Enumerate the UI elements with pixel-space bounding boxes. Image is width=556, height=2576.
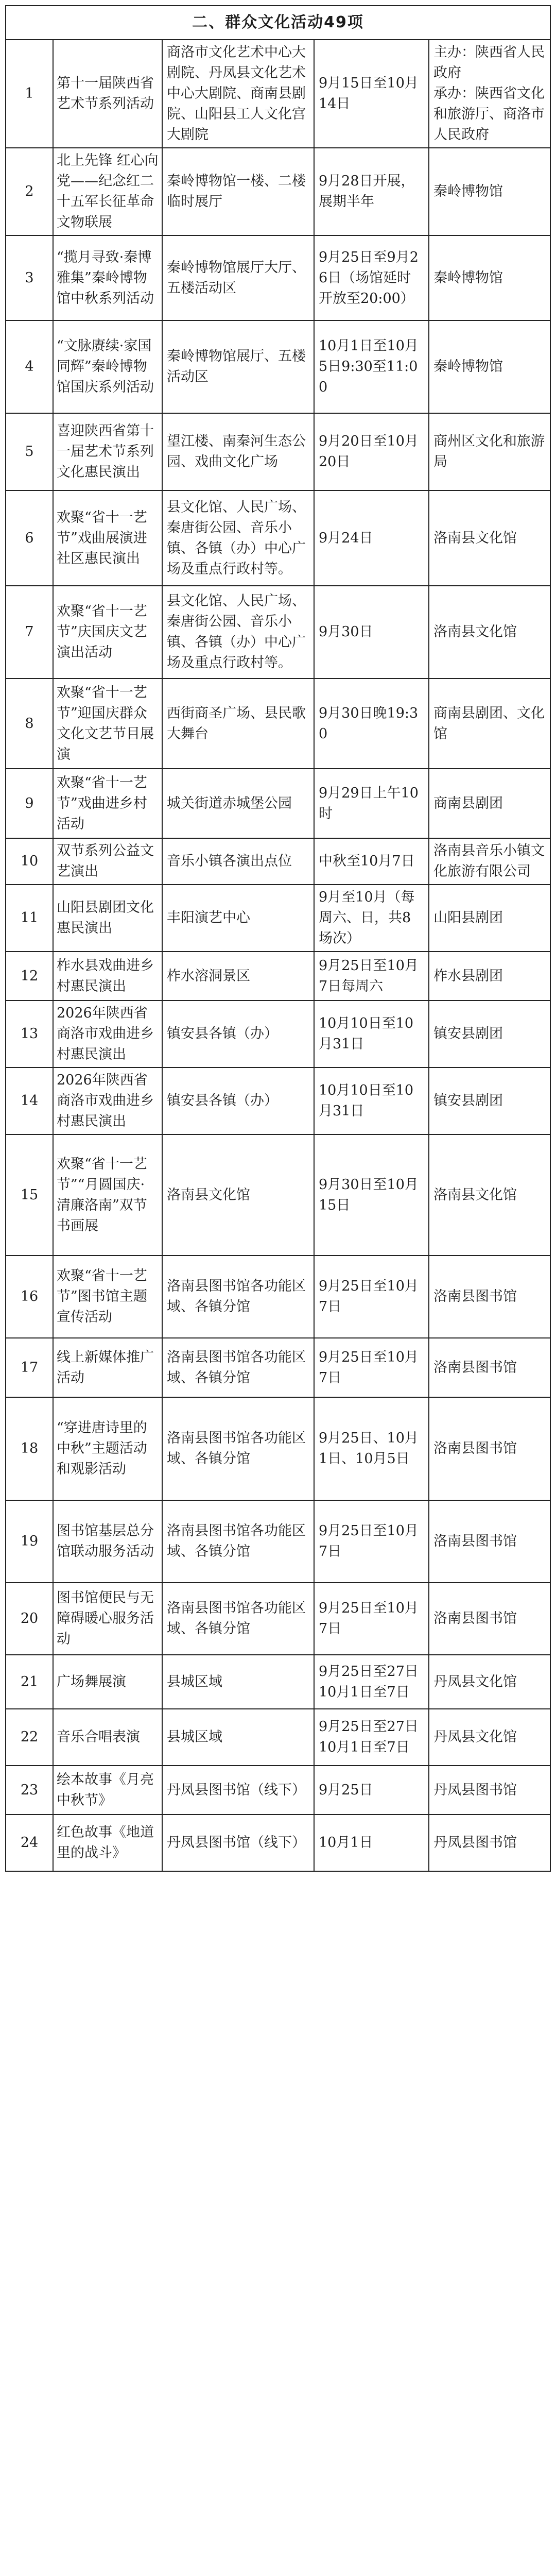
row-number: 15 [20, 1187, 39, 1203]
activity-venue-cell [162, 148, 314, 235]
table-row [6, 952, 550, 1001]
activity-time-cell [314, 1815, 429, 1871]
activity-name-cell [53, 1766, 162, 1815]
activity-name-cell [53, 148, 162, 235]
activity-name: 北上先锋 红心向党——纪念红二十五军长征革命文物联展 [57, 152, 159, 230]
activity-venue: 秦岭博物馆展厅、五楼活动区 [167, 348, 306, 385]
activity-venue: 秦岭博物馆展厅大厅、五楼活动区 [167, 259, 306, 296]
activity-organizer-cell [429, 1001, 550, 1067]
activity-venue: 洛南县图书馆各功能区域、各镇分馆 [167, 1430, 306, 1467]
activity-organizer: 洛南县图书馆 [433, 1533, 517, 1549]
activity-venue-cell [162, 1500, 314, 1583]
activity-organizer: 商州区文化和旅游局 [433, 433, 545, 470]
activity-name-cell [53, 413, 162, 490]
activity-time-cell [314, 40, 429, 148]
row-number: 24 [20, 1835, 39, 1851]
table-row [6, 413, 550, 490]
activity-venue-cell [162, 1134, 314, 1256]
activity-time-cell [314, 885, 429, 952]
table-row [6, 1655, 550, 1709]
activity-organizer-cell [429, 679, 550, 769]
activity-time-cell [314, 769, 429, 838]
activity-time: 9月30日 [319, 624, 373, 640]
activity-venue-cell [162, 1583, 314, 1655]
activity-time: 9月29日上午10时 [319, 785, 419, 822]
activity-organizer-cell [429, 490, 550, 586]
activity-name: 欢聚“省十一艺节”庆国庆文艺演出活动 [57, 603, 147, 660]
row-number: 12 [20, 968, 39, 984]
activity-organizer: 秦岭博物馆 [433, 183, 503, 199]
row-number-cell [6, 490, 53, 586]
activity-name-cell [53, 490, 162, 586]
table-row [6, 40, 550, 148]
row-number-cell [6, 1256, 53, 1338]
activity-name-cell [53, 1338, 162, 1397]
activity-organizer-cell [429, 1134, 550, 1256]
activity-time: 9月25日至27日 10月1日至7日 [319, 1663, 419, 1700]
row-number-cell [6, 320, 53, 413]
activity-venue: 丹凤县图书馆（线下） [167, 1782, 306, 1798]
activity-organizer-cell [429, 952, 550, 1001]
activity-organizer-cell [429, 1256, 550, 1338]
activity-organizer-cell [429, 885, 550, 952]
activity-venue-cell [162, 1397, 314, 1500]
table-row [6, 838, 550, 885]
activity-time: 9月24日 [319, 530, 373, 546]
activity-name: 2026年陕西省商洛市戏曲进乡村惠民演出 [57, 1005, 154, 1062]
row-number-cell [6, 769, 53, 838]
activity-time-cell [314, 490, 429, 586]
activity-name-cell [53, 1397, 162, 1500]
activity-name: 山阳县剧团文化惠民演出 [57, 900, 154, 936]
table-row [6, 1001, 550, 1067]
row-number-cell [6, 952, 53, 1001]
activity-organizer: 洛南县图书馆 [433, 1359, 517, 1376]
activity-name: 红色故事《地道里的战斗》 [57, 1824, 154, 1861]
activity-name: 喜迎陕西省第十一届艺术节系列文化惠民演出 [57, 423, 154, 480]
activity-venue: 秦岭博物馆一楼、二楼临时展厅 [167, 173, 306, 210]
row-number: 22 [20, 1729, 39, 1745]
activity-time: 10月1日至10月5日9:30至11:00 [319, 338, 419, 395]
activity-organizer-cell [429, 1397, 550, 1500]
activity-time: 中秋至10月7日 [319, 853, 415, 869]
activity-venue: 望江楼、南秦河生态公园、戏曲文化广场 [167, 433, 306, 470]
activity-time: 9月28日开展，展期半年 [319, 173, 415, 210]
activity-venue: 镇安县各镇（办） [167, 1026, 278, 1042]
activity-time: 9月25日、10月1日、10月5日 [319, 1430, 419, 1467]
table-row [6, 1815, 550, 1871]
activity-time: 9月25日至10月7日 [319, 1349, 419, 1386]
activity-time-cell [314, 1709, 429, 1766]
activity-time-cell [314, 1338, 429, 1397]
row-number: 23 [20, 1782, 39, 1798]
table-row [6, 586, 550, 679]
activity-time: 9月25日至10月7日每周六 [319, 957, 419, 994]
table-row [6, 1134, 550, 1256]
activity-organizer-cell [429, 838, 550, 885]
activity-venue-cell [162, 1766, 314, 1815]
activity-venue: 洛南县文化馆 [167, 1187, 250, 1203]
activity-name-cell [53, 1256, 162, 1338]
activity-organizer: 丹凤县文化馆 [433, 1673, 517, 1690]
activity-name: 欢聚“省十一艺节”戏曲进乡村活动 [57, 774, 147, 832]
activity-name-cell [53, 1815, 162, 1871]
activity-name: 第十一届陕西省艺术节系列活动 [57, 75, 154, 112]
activity-name-cell [53, 1500, 162, 1583]
activity-organizer: 秦岭博物馆 [433, 269, 503, 286]
row-number-cell [6, 1134, 53, 1256]
activity-venue-cell [162, 1655, 314, 1709]
row-number: 11 [20, 910, 39, 926]
activity-time: 9月25日至10月7日 [319, 1278, 419, 1315]
activity-name: 音乐合唱表演 [57, 1729, 140, 1745]
activity-name: 广场舞展演 [57, 1673, 126, 1690]
activity-organizer: 洛南县文化馆 [433, 1187, 517, 1203]
activity-venue: 镇安县各镇（办） [167, 1093, 278, 1109]
activity-name: 欢聚“省十一艺节”迎国庆群众文化文艺节目展演 [57, 684, 154, 762]
table-row [6, 148, 550, 235]
activity-time: 9月25日至10月7日 [319, 1600, 419, 1637]
row-number-cell [6, 235, 53, 320]
activity-organizer-cell [429, 320, 550, 413]
activity-organizer-cell [429, 1655, 550, 1709]
row-number: 10 [20, 853, 39, 869]
activity-time: 9月至10月（每周六、日，共8场次） [319, 889, 415, 946]
row-number-cell [6, 1397, 53, 1500]
activity-name: 双节系列公益文艺演出 [57, 843, 154, 879]
activity-time: 9月30日晚19:30 [319, 705, 419, 742]
activity-time-cell [314, 679, 429, 769]
row-number: 14 [20, 1093, 39, 1109]
activity-time: 9月25日 [319, 1782, 373, 1798]
activity-organizer: 商南县剧团 [433, 795, 503, 811]
row-number: 4 [25, 359, 34, 375]
row-number-cell [6, 1500, 53, 1583]
row-number-cell [6, 679, 53, 769]
activity-organizer: 洛南县音乐小镇文化旅游有限公司 [433, 843, 545, 879]
row-number: 6 [25, 530, 34, 546]
activity-time-cell [314, 235, 429, 320]
activity-time-cell [314, 1001, 429, 1067]
row-number: 17 [20, 1359, 39, 1376]
activity-name: 线上新媒体推广活动 [57, 1349, 154, 1386]
row-number-cell [6, 1067, 53, 1134]
activity-time-cell [314, 1766, 429, 1815]
activity-time: 9月25日至10月7日 [319, 1523, 419, 1560]
activity-venue: 县文化馆、人民广场、秦唐街公园、音乐小镇、各镇（办）中心广场及重点行政村等。 [167, 499, 306, 577]
table-row [6, 1397, 550, 1500]
row-number: 3 [25, 269, 34, 286]
activity-venue-cell [162, 1067, 314, 1134]
row-number: 20 [20, 1611, 39, 1626]
activity-name-cell [53, 320, 162, 413]
activity-time-cell [314, 1583, 429, 1655]
activity-organizer-cell [429, 1709, 550, 1766]
row-number: 18 [20, 1440, 39, 1456]
activity-time-cell [314, 952, 429, 1001]
activity-organizer-cell [429, 235, 550, 320]
activity-organizer-cell [429, 1815, 550, 1871]
activity-venue: 商洛市文化艺术中心大剧院、丹凤县文化艺术中心大剧院、商南县剧院、山阳县工人文化宫大剧院 [167, 44, 306, 143]
activity-name-cell [53, 1709, 162, 1766]
activity-time-cell [314, 1134, 429, 1256]
activity-organizer: 洛南县图书馆 [433, 1289, 517, 1304]
activity-time-cell [314, 1067, 429, 1134]
activity-organizer: 丹凤县图书馆 [433, 1835, 517, 1851]
activity-name: 绘本故事《月亮中秋节》 [57, 1771, 154, 1808]
table-row [6, 1500, 550, 1583]
activity-venue: 洛南县图书馆各功能区域、各镇分馆 [167, 1349, 306, 1386]
activity-organizer-cell [429, 40, 550, 148]
activity-time: 10月10日至10月31日 [319, 1015, 414, 1052]
row-number: 19 [20, 1533, 39, 1549]
table-row [6, 1709, 550, 1766]
activity-organizer-cell [429, 1067, 550, 1134]
row-number: 13 [20, 1026, 39, 1042]
activity-venue-cell [162, 679, 314, 769]
row-number-cell [6, 1655, 53, 1709]
row-number-cell [6, 148, 53, 235]
row-number-cell [6, 586, 53, 679]
table-row [6, 1256, 550, 1338]
activity-venue-cell [162, 320, 314, 413]
activity-name-cell [53, 235, 162, 320]
activity-name: “文脉赓续·家国同辉”秦岭博物馆国庆系列活动 [57, 338, 154, 395]
activity-name-cell [53, 952, 162, 1001]
activity-name-cell [53, 885, 162, 952]
activity-name-cell [53, 586, 162, 679]
table-row [6, 885, 550, 952]
activity-venue-cell [162, 885, 314, 952]
activity-time: 9月25日至27日 10月1日至7日 [319, 1719, 419, 1755]
activity-time-cell [314, 838, 429, 885]
activity-venue-cell [162, 1256, 314, 1338]
activity-venue: 洛南县图书馆各功能区域、各镇分馆 [167, 1523, 306, 1560]
activity-name-cell [53, 838, 162, 885]
activity-organizer-cell [429, 413, 550, 490]
activity-name: 欢聚“省十一艺节”戏曲展演进社区惠民演出 [57, 509, 147, 567]
row-number: 7 [25, 624, 34, 640]
table-row [6, 1338, 550, 1397]
activity-time: 10月1日 [319, 1835, 373, 1851]
activity-organizer: 洛南县文化馆 [433, 530, 517, 546]
activity-organizer: 镇安县剧团 [433, 1093, 503, 1109]
row-number-cell [6, 1709, 53, 1766]
activity-venue: 县城区域 [167, 1729, 222, 1745]
activity-name: 欢聚“省十一艺节”图书馆主题宣传活动 [57, 1268, 147, 1325]
table-title-row [6, 6, 550, 40]
row-number-cell [6, 885, 53, 952]
activity-venue-cell [162, 40, 314, 148]
activity-name: “穿进唐诗里的中秋”主题活动和观影活动 [57, 1420, 147, 1477]
activity-time-cell [314, 320, 429, 413]
activity-name-cell [53, 1001, 162, 1067]
activity-organizer-cell [429, 1583, 550, 1655]
activity-name-cell [53, 769, 162, 838]
activity-time-cell [314, 1655, 429, 1709]
activity-organizer: 商南县剧团、文化馆 [433, 705, 545, 742]
activity-venue-cell [162, 586, 314, 679]
activity-time-cell [314, 413, 429, 490]
activity-organizer: 镇安县剧团 [433, 1026, 503, 1042]
row-number: 8 [25, 715, 34, 732]
activity-organizer-cell [429, 1500, 550, 1583]
activity-organizer: 丹凤县文化馆 [433, 1729, 517, 1745]
table-row [6, 320, 550, 413]
activity-venue-cell [162, 769, 314, 838]
activities-table [5, 5, 551, 1872]
row-number: 5 [25, 444, 34, 460]
activity-venue: 洛南县图书馆各功能区域、各镇分馆 [167, 1600, 306, 1637]
activity-venue-cell [162, 413, 314, 490]
activity-venue-cell [162, 1815, 314, 1871]
row-number: 9 [25, 795, 34, 811]
table-title: 二、群众文化活动49项 [6, 6, 550, 40]
activity-venue: 柞水溶洞景区 [167, 968, 250, 984]
activity-time-cell [314, 1500, 429, 1583]
activity-organizer: 山阳县剧团 [433, 910, 503, 926]
activity-organizer: 秦岭博物馆 [433, 359, 503, 375]
table-row [6, 490, 550, 586]
row-number-cell [6, 40, 53, 148]
row-number-cell [6, 1001, 53, 1067]
row-number-cell [6, 1338, 53, 1397]
activity-organizer: 洛南县图书馆 [433, 1611, 517, 1626]
row-number: 16 [20, 1289, 39, 1304]
activity-venue: 西街商圣广场、县民歌大舞台 [167, 705, 306, 742]
row-number: 2 [25, 183, 34, 199]
row-number: 21 [20, 1673, 39, 1690]
activity-time: 9月25日至9月26日（场馆延时开放至20:00） [319, 249, 419, 307]
activity-organizer-cell [429, 1338, 550, 1397]
activity-time-cell [314, 148, 429, 235]
row-number-cell [6, 413, 53, 490]
table-row [6, 769, 550, 838]
activity-name: 2026年陕西省商洛市戏曲进乡村惠民演出 [57, 1072, 154, 1129]
activity-time: 10月10日至10月31日 [319, 1082, 414, 1119]
activity-name-cell [53, 1655, 162, 1709]
activity-venue-cell [162, 1709, 314, 1766]
activity-name: 图书馆基层总分馆联动服务活动 [57, 1523, 154, 1560]
activity-venue-cell [162, 235, 314, 320]
activity-name-cell [53, 1583, 162, 1655]
activity-name: 图书馆便民与无障碍暖心服务活动 [57, 1590, 154, 1647]
activity-organizer-cell [429, 1766, 550, 1815]
activity-name: 欢聚“省十一艺节”“月圆国庆·清廉洛南”双节书画展 [57, 1156, 147, 1234]
activity-name-cell [53, 1067, 162, 1134]
activity-time: 9月20日至10月20日 [319, 433, 419, 470]
activity-organizer-cell [429, 586, 550, 679]
activity-organizer: 主办：陕西省人民政府 承办：陕西省文化和旅游厅、商洛市人民政府 [433, 44, 545, 143]
activity-venue-cell [162, 490, 314, 586]
activity-name: 柞水县戏曲进乡村惠民演出 [57, 957, 154, 994]
activity-time-cell [314, 1397, 429, 1500]
activity-venue-cell [162, 952, 314, 1001]
activity-venue: 城关街道赤城堡公园 [167, 795, 292, 811]
activity-venue: 县城区域 [167, 1673, 222, 1690]
table-row [6, 1766, 550, 1815]
row-number: 1 [25, 86, 34, 101]
activity-time: 9月30日至10月15日 [319, 1176, 419, 1213]
activity-name-cell [53, 40, 162, 148]
activity-organizer-cell [429, 769, 550, 838]
activity-name: “揽月寻致·秦博雅集”秦岭博物馆中秋系列活动 [57, 249, 154, 307]
activity-venue-cell [162, 838, 314, 885]
activity-name-cell [53, 679, 162, 769]
table-row [6, 235, 550, 320]
row-number-cell [6, 1583, 53, 1655]
table-row [6, 1583, 550, 1655]
activity-venue: 音乐小镇各演出点位 [167, 853, 292, 869]
table-row [6, 679, 550, 769]
activity-time-cell [314, 1256, 429, 1338]
table-row [6, 1067, 550, 1134]
row-number-cell [6, 1766, 53, 1815]
activity-venue: 丹凤县图书馆（线下） [167, 1835, 306, 1851]
activity-name-cell [53, 1134, 162, 1256]
activity-venue: 丰阳演艺中心 [167, 910, 250, 926]
activity-organizer-cell [429, 148, 550, 235]
activity-venue: 洛南县图书馆各功能区域、各镇分馆 [167, 1278, 306, 1315]
activity-time: 9月15日至10月14日 [319, 75, 419, 112]
activity-venue-cell [162, 1001, 314, 1067]
activity-organizer: 洛南县图书馆 [433, 1440, 517, 1456]
activity-organizer: 柞水县剧团 [433, 968, 503, 984]
activity-venue: 县文化馆、人民广场、秦唐街公园、音乐小镇、各镇（办）中心广场及重点行政村等。 [167, 593, 306, 671]
row-number-cell [6, 838, 53, 885]
activity-organizer: 丹凤县图书馆 [433, 1782, 517, 1798]
activity-venue-cell [162, 1338, 314, 1397]
row-number-cell [6, 1815, 53, 1871]
activity-time-cell [314, 586, 429, 679]
activity-organizer: 洛南县文化馆 [433, 624, 517, 640]
